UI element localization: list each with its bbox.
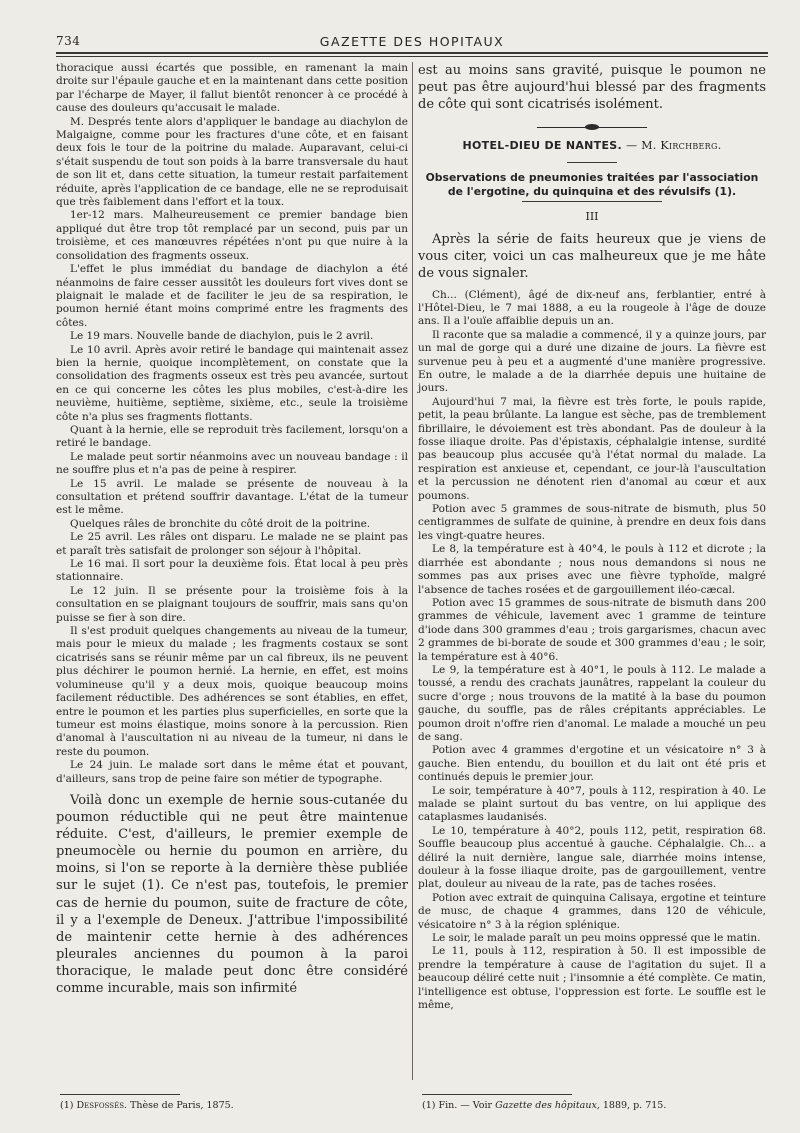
paragraph: Le 8, la température est à 40°4, le pouls à 112 et dicrote ; la diarrhée est abondante ; nous nous demandons si nous ne sommes pas aux prises avec une fièvre typhoïde, malgré l'absence de taches rosées et de gargouillement iléo-cæcal. (418, 543, 766, 596)
paragraph: M. Després tente alors d'appliquer le bandage au diachylon de Malgaigne, comme pour les fractures d'une côte, et en faisant deux fois le tour de la poitrine du malade. Auparavant, celui-ci s'était suspendu de tout son poids à la barre transversale du haut de son lit et, dans cette situation, la tumeur restait parfaitement réduite, après l'application de ce bandage, elle ne se reproduisait que très faiblement dans l'effort et la toux. (56, 115, 408, 209)
opening-paragraph: est au moins sans gravité, puisque le poumon ne peut pas être aujourd'hui blessé par des fragments de côte qui sont cicatrisés isolément. (418, 63, 766, 113)
paragraph: Il raconte que sa maladie a commencé, il y a quinze jours, par un mal de gorge qui a duré une dizaine de jours. La fièvre est survenue peu à peu et a augmenté d'une manière progressive. En outre, le malade a de la diarrhée depuis une huitaine de jours. (418, 328, 766, 395)
footnote-right (422, 1100, 666, 1111)
paragraph: Le 24 juin. Le malade sort dans le même état et pouvant, d'ailleurs, sans trop de peine faire son métier de typographe. (56, 759, 408, 785)
paragraph: Le 25 avril. Les râles ont disparu. Le malade ne se plaint pas et paraît très satisfait de prolonger son séjour à l'hôpital. (56, 531, 408, 557)
paragraph: Il s'est produit quelques changements au niveau de la tumeur, mais pour le mieux du malade ; les fragments costaux se sont cicatrisés sans se réunir même par un cal fibreux, ils ne peuvent plus déchirer le poumon hernié. La hernie, en effet, est moins volumineuse qu'il y a deux mois, quoique beaucoup moins facilement réductible. Des adhérences se sont établies, en effet, entre le poumon et les parties plus superficielles, en sorte que la tumeur est moins élastique, moins sonore à la percussion. Rien d'anomal à l'auscultation ni au niveau de la tumeur, ni dans le reste du poumon. (56, 625, 408, 758)
column-divider (412, 62, 413, 1080)
left-column (56, 62, 408, 997)
journal-title: GAZETTE DES HOPITAUX (319, 34, 505, 49)
footnote-rule (60, 1094, 180, 1095)
paragraph: Le 10 avril. Après avoir retiré le bandage qui maintenait assez bien la hernie, quoique incomplètement, on constate que la consolidation des fragments osseux est très peu avancée, surtout en ce qui concerne les côtes les plus mobiles, c'est-à-dire les neuvième, huitième, septième, sixième, etc., seule la troisième côte n'a plus ses fragments flottants. (56, 343, 408, 423)
paragraph: Aujourd'hui 7 mai, la fièvre est très forte, le pouls rapide, petit, la peau brûlante. La langue est sèche, pas de tremblement fibrillaire, le dévoiement est très abondant. Pas de douleur à la fosse iliaque droite. Pas d'épistaxis, céphalalgie intense, surdité pas beaucoup plus accusée qu'à l'état normal du malade. La respiration est anxieuse et, cependant, ce jour-là l'auscultation et la percussion ne dénotent rien d'anomal au cœur et aux poumons. (418, 395, 766, 502)
page-number: 734 (56, 34, 81, 48)
footnote-author: Desfossés. (76, 1100, 128, 1111)
paragraph: thoracique aussi écartés que possible, en ramenant la main droite sur l'épaule gauche et en la maintenant dans cette position par l'écharpe de Mayer, il fallut bientôt renoncer à ce procédé à cause des douleurs qu'accusait le malade. (56, 62, 408, 115)
paragraph: Quant à la hernie, elle se reproduit très facilement, lorsqu'on a retiré le bandage. (56, 423, 408, 450)
paragraph: Le 11, pouls à 112, respiration à 50. Il est impossible de prendre la température à cause de l'agitation du sujet. Il a beaucoup déliré cette nuit ; l'insomnie a été complète. Ce matin, l'intelligence est obtuse, l'oppression est forte. Le souffle est le même, (418, 945, 766, 1012)
paragraph: L'effet le plus immédiat du bandage de diachylon a été néanmoins de faire cesser aussitôt les douleurs fort vives dont se plaignait le malade et de faciliter le jeu de sa respiration, le poumon hernié étant moins comprimé entre les fragments des côtes. (56, 263, 408, 329)
paragraph: 1er-12 mars. Malheureusement ce premier bandage bien appliqué dut être trop tôt remplacé par un second, puis par un troisième, et ces manœuvres répétées n'ont pu que nuire à la consolidation des fragments osseux. (56, 209, 408, 262)
paragraph: Potion avec extrait de quinquina Calisaya, ergotine et teinture de musc, de chaque 4 grammes, dans 120 de véhicule, vésicatoire n° 3 à la région splénique. (418, 891, 766, 931)
paragraph: Le 10, température à 40°2, pouls 112, petit, respiration 68. Souffle beaucoup plus accentué à gauche. Céphalalgie. Ch... a déliré la nuit dernière, langue sale, diarrhée moins intense, douleur à la fosse iliaque droite, pas de gargouillement, ventre plat, douleur au niveau de la rate, pas de taches rosées. (418, 824, 766, 891)
paragraph: Le 16 mai. Il sort pour la deuxième fois. État local à peu près stationnaire. (56, 558, 408, 584)
paragraph: Quelques râles de bronchite du côté droit de la poitrine. (70, 517, 371, 530)
section-rule (522, 201, 662, 202)
footnote-marker: (1) (60, 1100, 74, 1111)
doctor-name: — M. Kirchberg. (626, 139, 722, 153)
conclusion-paragraph: Voilà donc un exemple de hernie sous-cutanée du poumon réductible qui ne peut être maintenue réduite. C'est, d'ailleurs, le premier exemple de pneumocèle ou hernie du poumon en arrière, du moins, si l'on se reporte à la dernière thèse publiée sur le sujet (1). Ce n'est pas, toutefois, le premier cas de hernie du poumon, suite de fracture de côte, il y a l'exemple de Deneux. J'attribue l'impossibilité de maintenir cette hernie à des adhérences pleurales anciennes du poumon à la paroi thoracique, le malade peut donc être considéré comme incurable, mais son infirmité (56, 792, 408, 996)
paragraph: Potion avec 4 grammes d'ergotine et un vésicatoire n° 3 à gauche. Bien entendu, du bouillon et du lait ont été pris et continués depuis le premier jour. (418, 744, 766, 784)
footnote-ref: 1889, p. 715. (602, 1100, 667, 1111)
paragraph: Le malade peut sortir néanmoins avec un nouveau bandage : il ne souffre plus et n'a pas de peine à respirer. (56, 450, 408, 477)
paragraph: Le 15 avril. Le malade se présente de nouveau à la consultation et prétend souffrir davantage. L'état de la tumeur est le même. (56, 477, 408, 517)
header-rule (56, 52, 768, 54)
footnote-rule (422, 1094, 572, 1095)
header-rule-thin (56, 56, 768, 57)
paragraph: Potion avec 15 grammes de sous-nitrate de bismuth dans 200 grammes de véhicule, lavement avec 1 gramme de teinture d'iode dans 300 grammes d'eau ; trois gargarismes, chacun avec 2 grammes de bi-borate de soude et 300 grammes d'eau ; le soir, la température est à 40°6. (418, 596, 766, 663)
paragraph: Potion avec 5 grammes de sous-nitrate de bismuth, plus 50 centigrammes de sulfate de quinine, à prendre en deux fois dans les vingt-quatre heures. (418, 503, 766, 542)
observation-title: Observations de pneumonies traitées par l'association de l'ergotine, du quinquina et des révulsifs (1). (425, 171, 759, 199)
footnote-text: Fin. — Voir (438, 1100, 493, 1111)
paragraph: Ch... (Clément), âgé de dix-neuf ans, ferblantier, entré à l'Hôtel-Dieu, le 7 mai 1888, a eu la rougeole à l'âge de douze ans. Il a l'ouïe affaiblie depuis un an. (418, 288, 766, 328)
hospital-name: HOTEL-DIEU DE NANTES. (462, 139, 622, 153)
right-column (418, 62, 766, 1013)
footnote-text: Thèse de Paris, 1875. (130, 1100, 234, 1111)
footnote-marker: (1) (422, 1100, 436, 1111)
paragraph: Le soir, température à 40°7, pouls à 112, respiration à 40. Le malade se plaint surtout du bas ventre, on lui applique des cataplasmes laudanisés. (418, 784, 766, 824)
footnote-journal: Gazette des hôpitaux, (495, 1100, 600, 1111)
paragraph: Le 9, la température est à 40°1, le pouls à 112. Le malade a toussé, a rendu des crachats jaunâtres, rappelant la couleur du sucre d'orge ; nous trouvons de la matité à la base du poumon gauche, du souffle, pas de râles crépitants appréciables. Le poumon droit n'offre rien d'anomal. Le malade a mouché un peu de sang. (418, 663, 766, 743)
section-rule (567, 162, 617, 163)
paragraph: Le 12 juin. Il se présente pour la troisième fois à la consultation en se plaignant toujours de souffrir, mais sans qu'on puisse se fier à son dire. (56, 584, 408, 624)
intro-paragraph: Après la série de faits heureux que je viens de vous citer, voici un cas malheureux que je me hâte de vous signaler. (418, 232, 766, 282)
hospital-heading (418, 139, 766, 152)
footnote-left (60, 1100, 234, 1111)
paragraph: Le 19 mars. Nouvelle bande de diachylon, puis le 2 avril. (70, 330, 374, 343)
ornament-divider (537, 125, 647, 131)
section-number: III (585, 210, 599, 224)
paragraph: Le soir, le malade paraît un peu moins oppressé que le matin. (432, 932, 761, 945)
